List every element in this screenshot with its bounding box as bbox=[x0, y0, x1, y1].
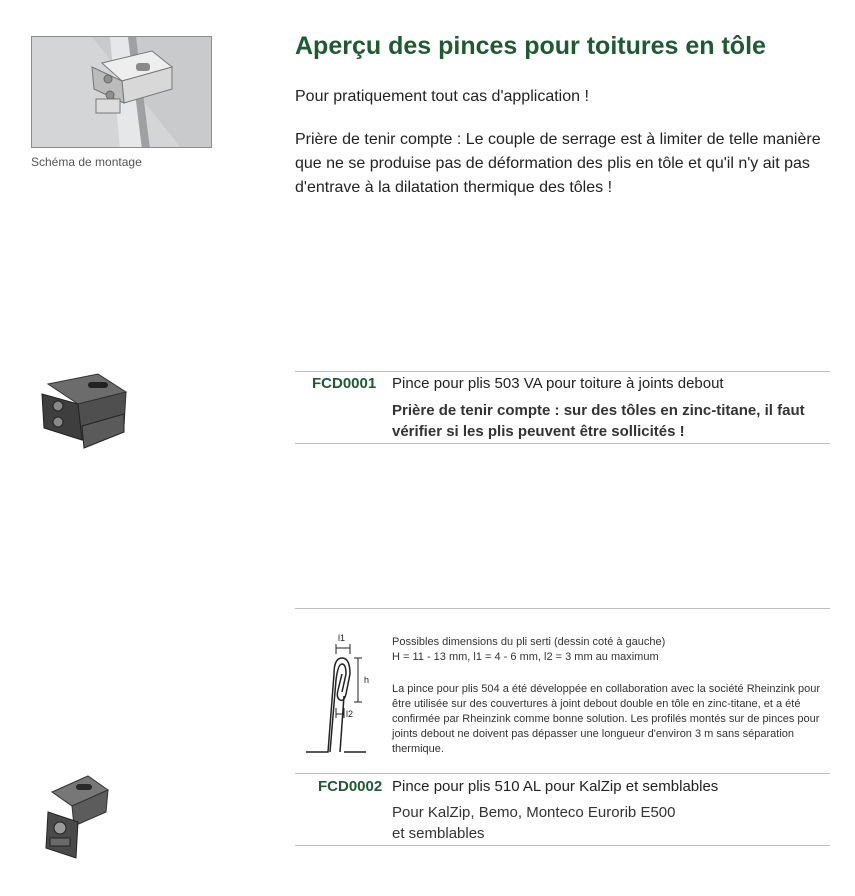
fcd0002-clamp-image bbox=[38, 772, 116, 869]
mounting-diagram-photo bbox=[31, 36, 212, 148]
page-title: Aperçu des pinces pour toitures en tôle bbox=[295, 32, 766, 60]
l1-label: l1 bbox=[338, 633, 346, 643]
divider bbox=[295, 608, 830, 609]
dimensions-heading: Possibles dimensions du pli serti (dessin coté à gauche) bbox=[392, 636, 666, 648]
product-title: Pince pour plis 503 VA pour toiture à joints debout bbox=[392, 375, 724, 392]
torque-note: Prière de tenir compte : Le couple de serrage est à limiter de telle manière que ne se produise pas de déformation des plis en tôle et qu'il n'y ait pas d'entrave à la dilatation thermique des tôles ! bbox=[295, 131, 821, 196]
seam-dimensions bbox=[392, 635, 837, 665]
divider bbox=[295, 371, 830, 372]
product-code: FCD0001 bbox=[312, 375, 377, 392]
lead-text: Pour pratiquement tout cas d'application ! bbox=[295, 88, 589, 105]
h-label: h bbox=[364, 675, 370, 685]
product-description: Pour KalZip, Bemo, Monteco Eurorib E500 et semblables bbox=[392, 804, 676, 842]
mounting-diagram-image bbox=[32, 37, 212, 148]
mounting-caption: Schéma de montage bbox=[31, 155, 142, 169]
product-description: Prière de tenir compte : sur des tôles en zinc-titane, il faut vérifier si les plis peuvent être sollicités ! bbox=[392, 402, 805, 440]
seam-dimension-drawing bbox=[300, 630, 390, 763]
divider bbox=[295, 773, 830, 774]
l2-label: l2 bbox=[346, 709, 354, 719]
product-title: Pince pour plis 510 AL pour KalZip et semblables bbox=[392, 778, 719, 795]
dimensions-values: H = 11 - 13 mm, l1 = 4 - 6 mm, l2 = 3 mm au maximum bbox=[392, 651, 659, 663]
divider bbox=[295, 845, 830, 846]
product-code: FCD0002 bbox=[318, 778, 383, 795]
fcd0001-clamp-image bbox=[38, 370, 130, 457]
rheinzink-text: La pince pour plis 504 a été développée en collaboration avec la société Rheinzink pour être utilisée sur des couvertures à joint debout double en tôle en zinc-titane, et a été confirmée par Rheinzink comme bonne solution. Les profilés montés sur de pinces pour joints debout ne doivent pas dépasser une longueur d'environ 3 m sans séparation thermique. bbox=[392, 683, 821, 755]
divider bbox=[295, 443, 830, 444]
